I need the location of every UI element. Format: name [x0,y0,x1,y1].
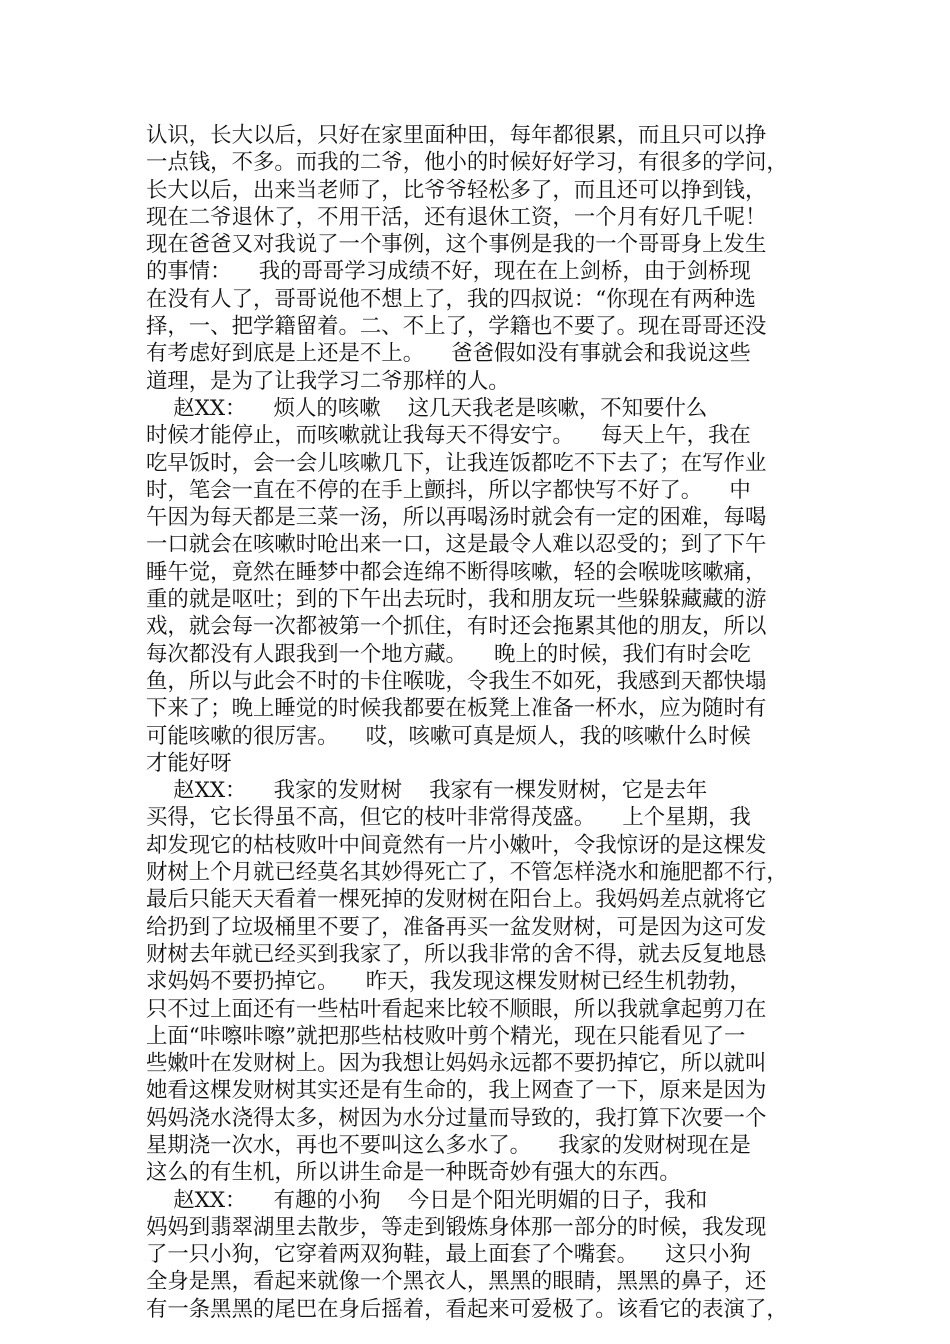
text-line: 时，笔会一直在不停的在手上颤抖，所以字都快写不好了。 中 [146,477,751,503]
text-line: 赵XX： 我家的发财树 我家有一棵发财树，它是去年 [146,778,708,804]
text-line: 戏，就会每一次都被第一个抓住，有时还会拖累其他的朋友，所以 [146,614,767,640]
text-line: 午因为每天都是三菜一汤，所以再喝汤时就会有一定的困难，每喝 [146,505,767,531]
text-line: 有考虑好到底是上还是不上。 爸爸假如没有事就会和我说这些 [146,341,751,367]
text-line: 下来了；晚上睡觉的时候我都要在板凳上准备一杯水，应为随时有 [146,696,767,722]
text-line: 吃早饭时，会一会儿咳嗽几下，让我连饭都吃不下去了；在写作业 [146,450,767,476]
text-line: 现在爸爸又对我说了一个事例，这个事例是我的一个哥哥身上发生 [146,232,767,258]
text-line: 星期浇一次水，再也不要叫这么多水了。 我家的发财树现在是 [146,1132,751,1158]
text-line: 她看这棵发财树其实还是有生命的，我上网查了一下，原来是因为 [146,1078,767,1104]
text-line: 财树去年就已经买到我家了，所以我非常的舍不得，就去反复地恳 [146,941,767,967]
text-line: 时候才能停止，而咳嗽就让我每天不得安宁。 每天上午，我在 [146,423,751,449]
text-line: 一口就会在咳嗽时呛出来一口，这是最令人难以忍受的；到了下午 [146,532,767,558]
text-line: 赵XX： 烦人的咳嗽 这几天我老是咳嗽，不知要什么 [146,395,708,421]
text-line: 在没有人了，哥哥说他不想上了，我的四叔说：“你现在有两种选 [146,286,756,312]
text-line: 最后只能天天看着一棵死掉的发财树在阳台上。我妈妈差点就将它 [146,887,767,913]
text-line: 可能咳嗽的很厉害。 哎，咳嗽可真是烦人，我的咳嗽什么时候 [146,723,751,749]
text-line: 财树上个月就已经莫名其妙得死亡了，不管怎样浇水和施肥都不行， [146,860,788,886]
text-line: 赵XX： 有趣的小狗 今日是个阳光明媚的日子，我和 [146,1187,708,1213]
text-line: 买得，它长得虽不高，但它的枝叶非常得茂盛。 上个星期，我 [146,805,751,831]
text-line: 上面“咔嚓咔嚓”就把那些枯枝败叶剪个精光，现在只能看见了一 [146,1023,746,1049]
text-line: 长大以后，出来当老师了，比爷爷轻松多了，而且还可以挣到钱， [146,177,767,203]
text-line: 才能好呀 [146,750,232,776]
text-line: 认识，长大以后，只好在家里面种田，每年都很累，而且只可以挣 [146,123,767,148]
text-line: 的事情： 我的哥哥学习成绩不好，现在在上剑桥，由于剑桥现 [146,259,751,285]
text-line: 每次都没有人跟我到一个地方藏。 晚上的时候，我们有时会吃 [146,641,751,667]
text-line: 些嫩叶在发财树上。因为我想让妈妈永远都不要扔掉它，所以就叫 [146,1051,767,1077]
text-line: 重的就是呕吐；到的下午出去玩时，我和朋友玩一些躲躲藏藏的游 [146,587,767,613]
text-line: 给扔到了垃圾桶里不要了，准备再买一盆发财树，可是因为这可发 [146,914,767,940]
text-line: 择，一、把学籍留着。二、不上了，学籍也不要了。现在哥哥还没 [146,314,767,340]
text-line: 全身是黑，看起来就像一个黑衣人，黑黑的眼睛，黑黑的鼻子，还 [146,1269,767,1295]
document-body [146,122,818,1323]
text-line: 睡午觉，竟然在睡梦中都会连绵不断得咳嗽，轻的会喉咙咳嗽痛， [146,559,767,585]
text-line: 现在二爷退休了，不用干活，还有退休工资，一个月有好几千呢！ [146,204,767,230]
text-line: 了一只小狗，它穿着两双狗鞋，最上面套了个嘴套。 这只小狗 [146,1242,751,1268]
text-line: 妈妈到翡翠湖里去散步，等走到锻炼身体那一部分的时候，我发现 [146,1214,767,1240]
text-line: 道理，是为了让我学习二爷那样的人。 [146,368,510,394]
text-line: 却发现它的枯枝败叶中间竟然有一片小嫩叶，令我惊讶的是这棵发 [146,832,767,858]
text-line: 这么的有生机，所以讲生命是一种既奇妙有强大的东西。 [146,1160,681,1186]
text-line: 只不过上面还有一些枯叶看起来比较不顺眼，所以我就拿起剪刀在 [146,996,767,1022]
text-line: 鱼，所以与此会不时的卡住喉咙，令我生不如死，我感到天都快塌 [146,668,767,694]
text-line: 求妈妈不要扔掉它。 昨天，我发现这棵发财树已经生机勃勃， [146,969,751,995]
text-line: 妈妈浇水浇得太多，树因为水分过量而导致的，我打算下次要一个 [146,1105,767,1131]
text-line: 有一条黑黑的尾巴在身后摇着，看起来可爱极了。该看它的表演了， [146,1296,788,1322]
text-line: 一点钱，不多。而我的二爷，他小的时候好好学习，有很多的学问， [146,150,788,176]
